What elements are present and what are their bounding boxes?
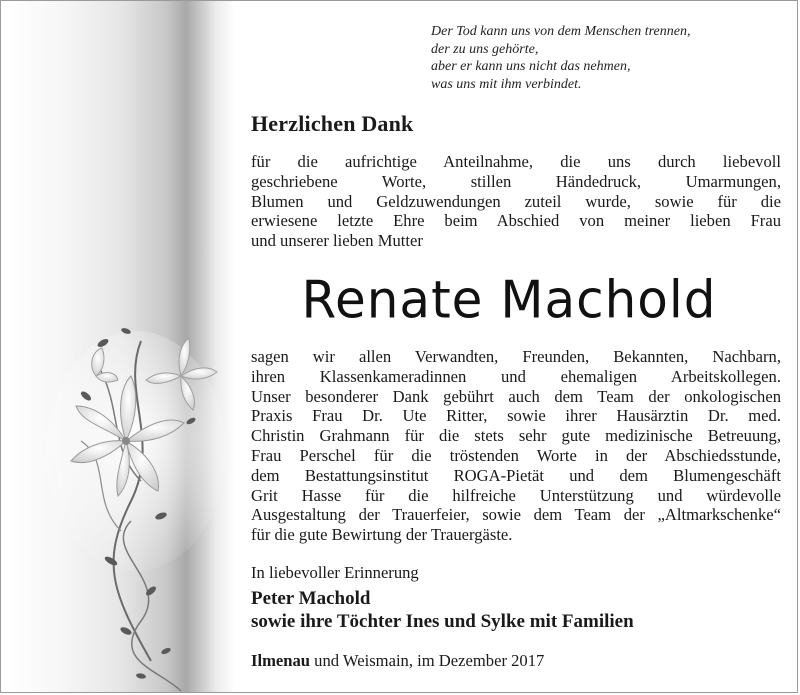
intro-paragraph: [251, 152, 781, 251]
place-and-date: [251, 651, 544, 671]
thanks-paragraph: [251, 347, 781, 545]
signer-family: sowie ihre Töchter Ines und Sylke mit Familien: [251, 611, 634, 632]
intro-line: geschriebene Worte, stillen Händedruck, Umarmungen,: [251, 171, 781, 191]
intro-line: und unserer lieben Mutter: [251, 231, 423, 251]
signers: [251, 587, 634, 633]
intro-line: Blumen und Geldzuwendungen zuteil wurde, sowie für die: [251, 191, 781, 211]
thanks-line: sagen wir allen Verwandten, Freunden, Bekannten, Nachbarn,: [251, 347, 781, 366]
thanks-line: Unser besonderer Dank gebührt auch dem Team der onkologischen: [251, 386, 781, 406]
intro-line: für die aufrichtige Anteilnahme, die uns durch liebevoll: [251, 152, 781, 171]
thanks-line: für die gute Bewirtung der Trauergäste.: [251, 525, 513, 545]
deceased-name: Renate Machold: [301, 269, 717, 331]
thanks-line: Christin Grahmann für die stets sehr gute medizinische Betreuung,: [251, 426, 781, 446]
place-city: Ilmenau: [251, 651, 311, 670]
thanks-line: Frau Perschel für die tröstenden Worte in der Abschiedsstunde,: [251, 445, 781, 465]
motto-line: Der Tod kann uns von dem Menschen trennen,: [431, 24, 691, 39]
thanks-line: ihren Klassenkameradinnen und ehemaligen Arbeitskollegen.: [251, 366, 781, 386]
place-rest: und Weismain, im Dezember 2017: [310, 651, 545, 670]
thanks-line: dem Bestattungsinstitut ROGA-Pietät und dem Blumengeschäft: [251, 465, 781, 485]
heading-thanks: Herzlichen Dank: [251, 111, 414, 136]
thanks-line: Ausgestaltung der Trauerfeier, sowie dem Team der „Altmarkschenke“: [251, 505, 781, 525]
thanks-line: Praxis Frau Dr. Ute Ritter, sowie ihrer Hausärztin Dr. med.: [251, 406, 781, 426]
motto-line: aber er kann uns nicht das nehmen,: [431, 59, 631, 74]
motto-quote: [431, 23, 781, 93]
motto-line: der zu uns gehörte,: [431, 41, 539, 57]
motto-line: was uns mit ihm verbindet.: [431, 76, 582, 92]
signer-primary: Peter Machold: [251, 588, 371, 609]
white-lily-bouquet-icon: [41, 301, 251, 693]
intro-line: erwiesene letzte Ehre beim Abschied von meiner lieben Frau: [251, 211, 781, 231]
closing-phrase: In liebevoller Erinnerung: [251, 563, 419, 582]
thanks-line: Grit Hasse für die hilfreiche Unterstützung und würdevolle: [251, 485, 781, 505]
